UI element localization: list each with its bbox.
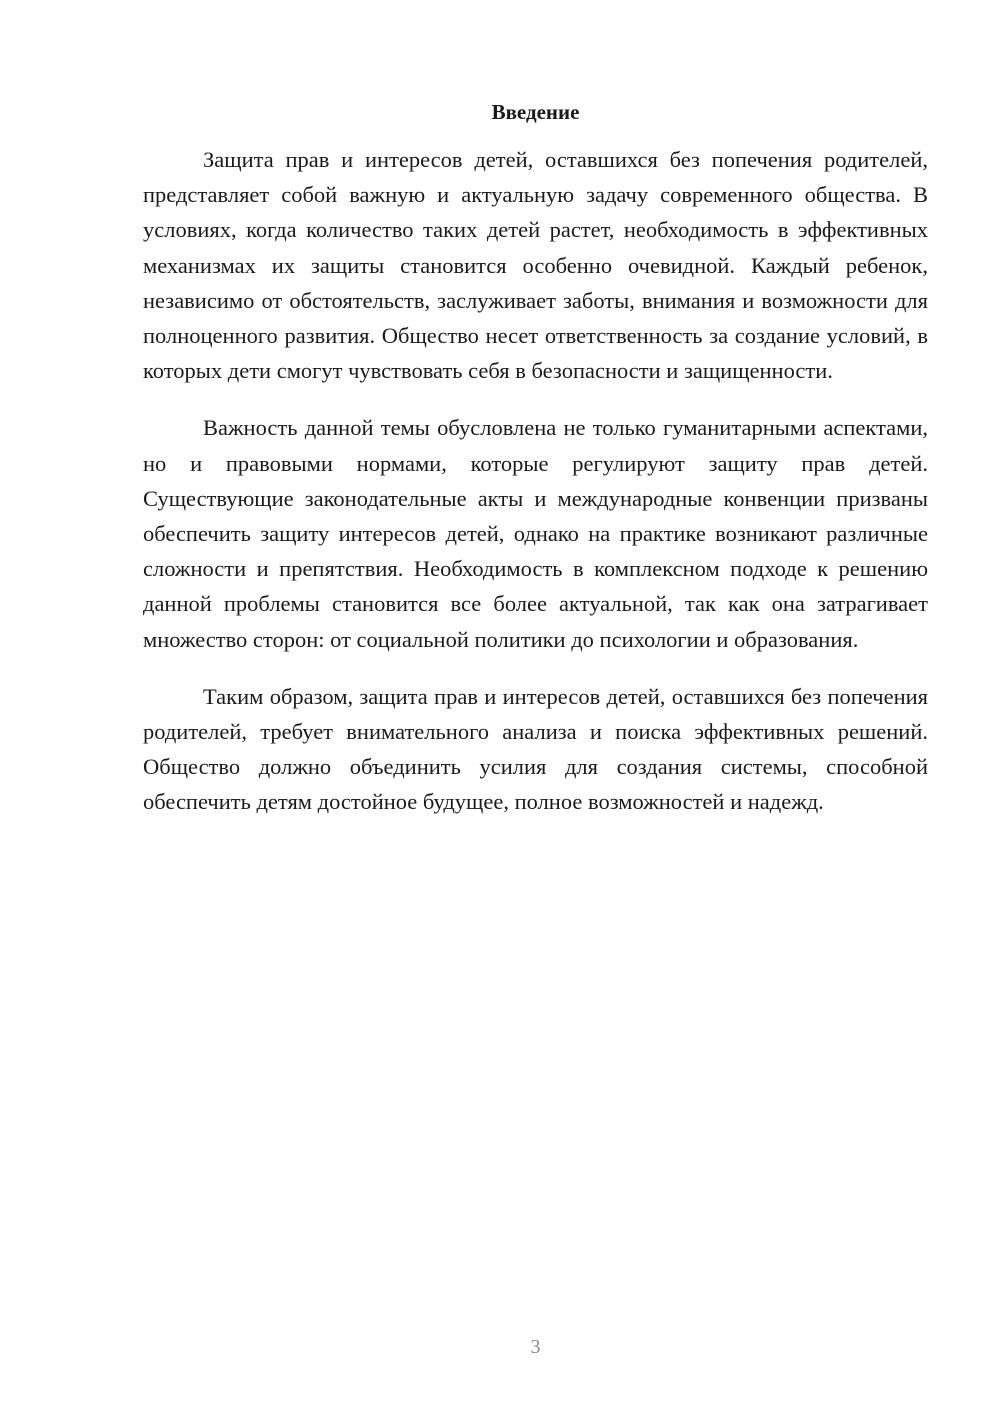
- paragraph-2: Важность данной темы обусловлена не только гуманитарными аспектами, но и правовыми нормами, которые регулируют защиту прав детей. Существующие законодательные акты и международные конвенции призваны обеспечить защиту интересов детей, однако на практике возникают различные сложности и препятствия. Необходимость в комплексном подходе к решению данной проблемы становится все более актуальной, так как она затрагивает множество сторон: от социальной политики до психологии и образования.: [143, 415, 928, 652]
- paragraph-1: Защита прав и интересов детей, оставшихся без попечения родителей, представляет собой важную и актуальную задачу современного общества. В условиях, когда количество таких детей растет, необходимость в эффективных механизмах их защиты становится особенно очевидной. Каждый ребенок, независимо от обстоятельств, заслуживает заботы, внимания и возможности для полноценного развития. Общество несет ответственность за создание условий, в которых дети смогут чувствовать себя в безопасности и защищенности.: [143, 147, 928, 384]
- page-number: 3: [530, 1336, 541, 1358]
- paragraph-3: Таким образом, защита прав и интересов детей, оставшихся без попечения родителей, требует внимательного анализа и поиска эффективных решений. Общество должно объединить усилия для создания системы, способной обеспечить детям достойное будущее, полное возможностей и надежд.: [143, 683, 928, 815]
- section-heading: Введение: [491, 100, 580, 124]
- document-body: [143, 142, 928, 842]
